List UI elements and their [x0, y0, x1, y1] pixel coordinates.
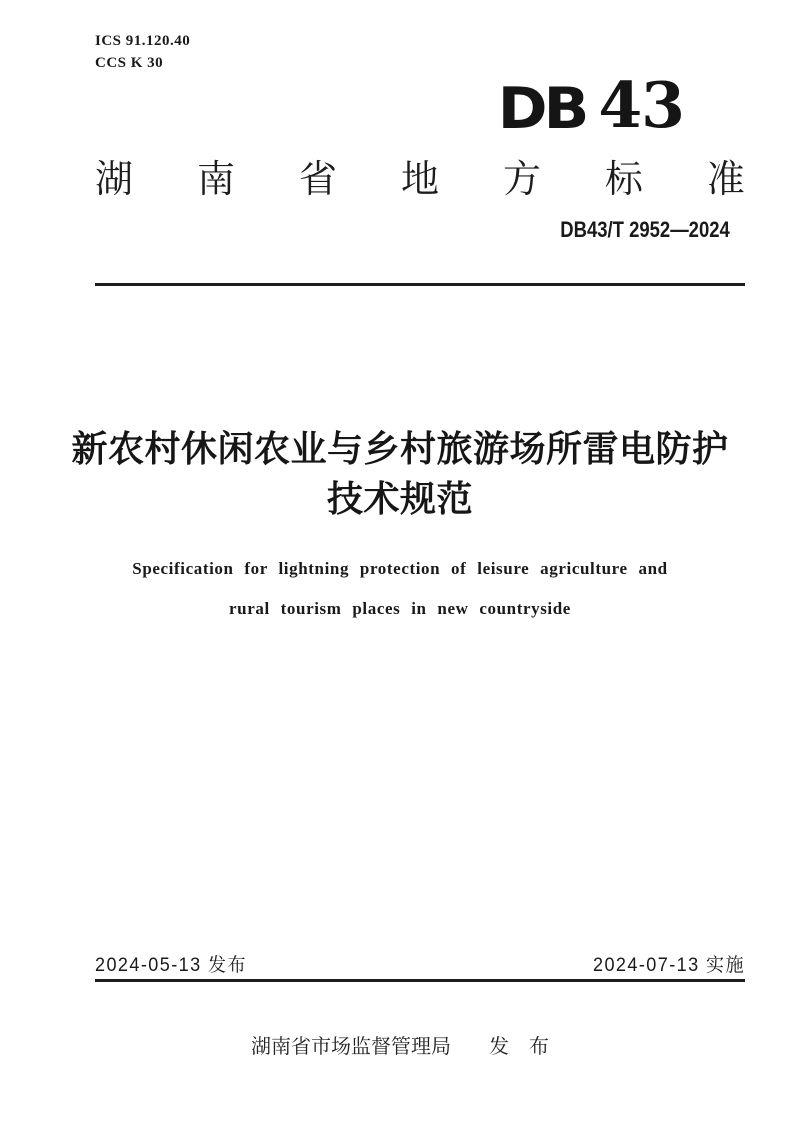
document-title-cn: [0, 424, 800, 524]
document-title-en-line2: rural tourism places in new countryside: [229, 599, 571, 618]
date-row: [95, 950, 745, 977]
ccs-code: CCS K 30: [95, 55, 164, 71]
db43-logo-prefix: DB: [497, 75, 586, 142]
banner-char: 准: [706, 159, 745, 201]
document-title-cn-line2: 技术规范: [326, 478, 473, 519]
document-title-en-line1: Specification for lightning protection of leisure agriculture and: [132, 559, 668, 578]
standard-number: DB43/T 2952—2024: [560, 217, 730, 242]
publisher-row: [0, 1030, 800, 1059]
db43-logo: [498, 68, 684, 142]
banner-char: 方: [502, 159, 541, 201]
db43-logo-number: 43: [598, 68, 684, 142]
implement-date: 2024-07-13 实施: [593, 955, 745, 976]
publish-label: 发 布: [489, 1036, 549, 1058]
header-divider-line: [95, 283, 745, 286]
classification-codes: [95, 30, 190, 74]
banner-char: 湖: [95, 159, 134, 201]
standard-type-banner: [95, 148, 745, 203]
publisher-name: 湖南省市场监督管理局: [251, 1036, 451, 1058]
banner-char: 省: [298, 159, 337, 201]
issue-date: 2024-05-13 发布: [95, 955, 247, 976]
banner-char: 标: [604, 159, 643, 201]
banner-char: 地: [400, 159, 439, 201]
document-title-en: [0, 549, 800, 629]
banner-char: 南: [196, 159, 235, 201]
ics-code: ICS 91.120.40: [95, 33, 191, 49]
document-title-cn-line1: 新农村休闲农业与乡村旅游场所雷电防护: [71, 428, 729, 469]
footer-divider-line: [95, 979, 745, 982]
